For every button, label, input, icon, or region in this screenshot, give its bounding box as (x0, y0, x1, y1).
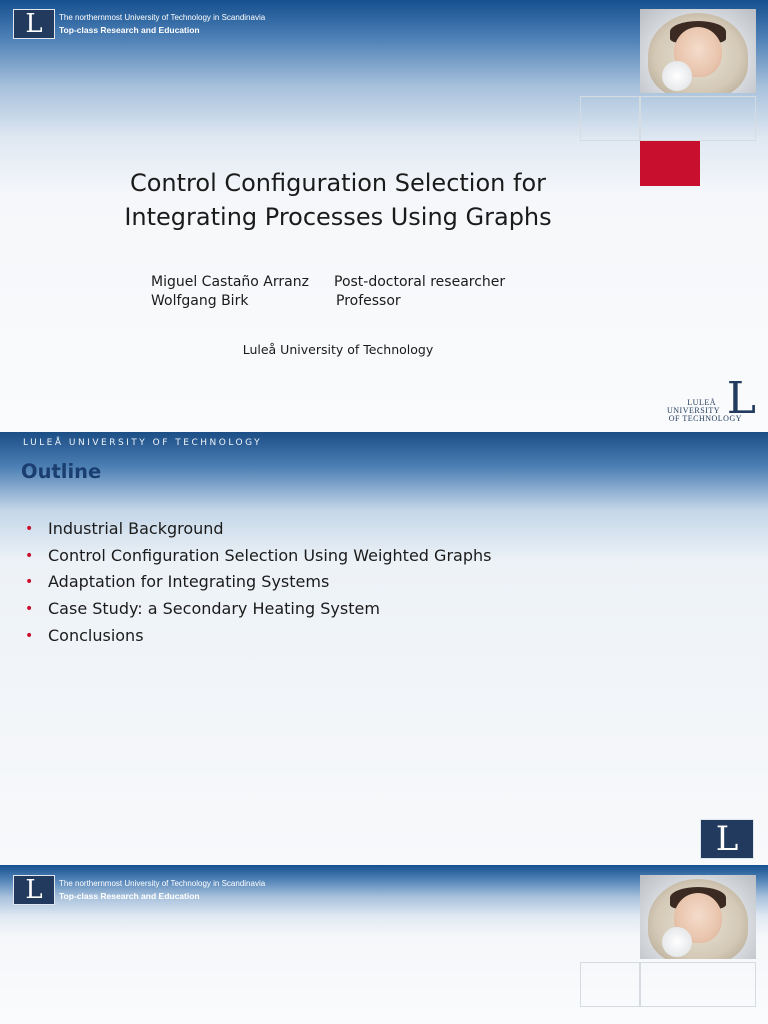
title-slide (0, 0, 768, 432)
bullet-text: Case Study: a Secondary Heating System (48, 599, 380, 619)
author-name-1: Miguel Castaño Arranz (151, 274, 309, 290)
decor-outline-box-right (640, 96, 756, 141)
winter-portrait-image (640, 875, 756, 959)
bullet-icon: • (25, 521, 34, 537)
university-logo-icon: L (13, 9, 55, 39)
author-name-2: Wolfgang Birk (151, 293, 249, 309)
bottom-logo-line-2: UNIVERSITY (667, 406, 720, 415)
bullet-icon: • (25, 627, 34, 644)
outline-bullet-list (25, 516, 491, 649)
decor-red-box (640, 141, 700, 186)
university-logo-icon: L (13, 875, 55, 905)
outline-slide (0, 432, 768, 865)
title-line-1: Control Configuration Selection for (129, 169, 546, 197)
tagline-secondary: Top-class Research and Education (59, 891, 200, 901)
corner-logo-icon: L (700, 819, 754, 859)
bullet-text: Conclusions (48, 625, 144, 645)
list-item (25, 623, 491, 650)
affiliation: Luleå University of Technology (242, 342, 434, 357)
tagline-primary: The northernmost University of Technology in Scandinavia (59, 13, 266, 22)
title-slide-repeat (0, 865, 768, 1024)
slide-header: LULEÅ UNIVERSITY OF TECHNOLOGY (23, 438, 263, 448)
winter-portrait-image (640, 9, 756, 93)
bullet-icon: • (25, 547, 34, 564)
bullet-text: Control Configuration Selection Using Weighted Graphs (48, 545, 492, 565)
tagline-primary: The northernmost University of Technology in Scandinavia (59, 879, 266, 888)
bullet-text: Adaptation for Integrating Systems (48, 572, 330, 592)
outline-title: Outline (21, 460, 102, 483)
presentation-title (100, 166, 576, 234)
bullet-text: Industrial Background (48, 519, 224, 538)
decor-outline-box-left (580, 962, 640, 1007)
bullet-icon: • (25, 601, 34, 618)
list-item (25, 596, 491, 623)
list-item (25, 543, 491, 570)
decor-outline-box-right (640, 962, 756, 1007)
bottom-logo-line-1: LULEÅ (687, 398, 716, 407)
title-line-2: Integrating Processes Using Graphs (124, 203, 552, 231)
list-item (25, 569, 491, 596)
author-role-1: Post-doctoral researcher (334, 274, 506, 290)
bullet-icon: • (25, 574, 34, 591)
decor-outline-box-left (580, 96, 640, 141)
tagline-secondary: Top-class Research and Education (59, 25, 200, 35)
bottom-logo-line-3: OF TECHNOLOGY (668, 414, 742, 423)
author-role-2: Professor (336, 293, 401, 309)
bottom-logo-letter-icon: L (726, 373, 756, 424)
list-item (25, 516, 491, 543)
